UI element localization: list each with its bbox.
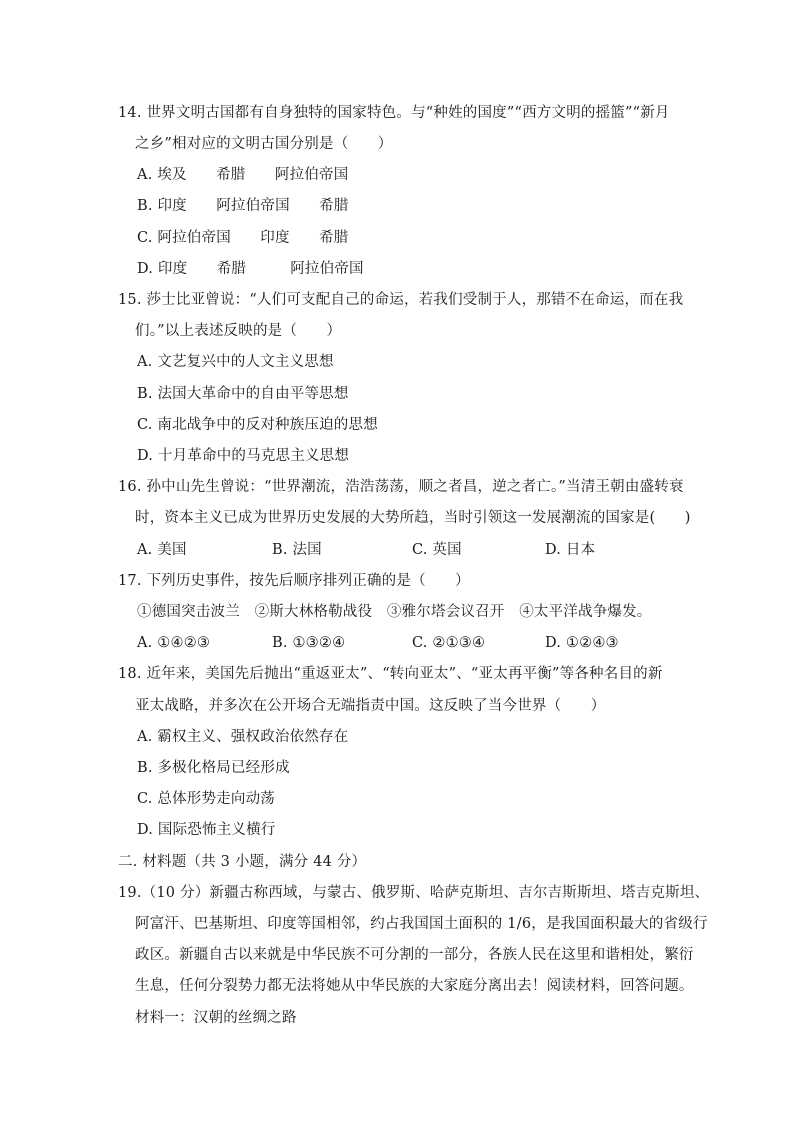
- question-18-option-d: D. 国际恐怖主义横行: [137, 822, 276, 838]
- question-18-option-b: B. 多极化格局已经形成: [137, 760, 290, 776]
- question-19-line4: 生息，任何分裂势力都无法将她从中华民族的大家庭分离出去！阅读材料，回答问题。: [135, 978, 694, 994]
- question-15-option-a: A. 文艺复兴中的人文主义思想: [137, 354, 334, 370]
- question-17-option-c: C. ②①③④: [412, 635, 486, 651]
- question-16-option-b: B. 法国: [272, 542, 322, 558]
- question-16-option-d: D. 日本: [545, 542, 596, 558]
- question-19-line2: 阿富汗、巴基斯坦、印度等国相邻，约占我国国土面积的 1/6，是我国面积最大的省级行: [135, 916, 708, 932]
- question-16-stem-line2: 时，资本主义已成为世界历史发展的大势所趋，当时引领这一发展潮流的国家是( ): [135, 510, 691, 526]
- question-14-stem-line2: 之乡”相对应的文明古国分别是（ ）: [135, 136, 393, 152]
- question-15-stem-line2: 们。”以上表述反映的是（ ）: [135, 323, 342, 339]
- question-16-stem-line1: 16. 孙中山先生曾说：“世界潮流，浩浩荡荡，顺之者昌，逆之者亡。”当清王朝由盛转衰: [118, 479, 684, 495]
- question-15-option-c: C. 南北战争中的反对种族压迫的思想: [137, 417, 378, 433]
- question-19-line3: 政区。新疆自古以来就是中华民族不可分割的一部分，各族人民在这里和谐相处，繁衍: [135, 947, 694, 963]
- question-19-line1: 19.（10 分）新疆古称西域，与蒙古、俄罗斯、哈萨克斯坦、吉尔吉斯斯坦、塔吉克斯坦、: [118, 885, 710, 901]
- question-17-option-d: D. ①②④③: [545, 635, 619, 651]
- question-14-option-d: D. 印度 希腊 阿拉伯帝国: [137, 261, 364, 277]
- question-15-option-b: B. 法国大革命中的自由平等思想: [137, 386, 349, 402]
- question-18-stem-line2: 亚太战略，并多次在公开场合无端指责中国。这反映了当今世界（ ）: [135, 698, 606, 714]
- question-17-events: ①德国突击波兰 ②斯大林格勒战役 ③雅尔塔会议召开 ④太平洋战争爆发。: [137, 604, 652, 620]
- question-16-option-a: A. 美国: [137, 542, 187, 558]
- question-16-option-c: C. 英国: [412, 542, 462, 558]
- question-18-stem-line1: 18. 近年来，美国先后抛出“重返亚太”、“转向亚太”、“亚太再平衡”等各种名目的新: [118, 666, 663, 682]
- question-18-option-a: A. 霸权主义、强权政治依然存在: [137, 729, 349, 745]
- question-18-option-c: C. 总体形势走向动荡: [137, 791, 275, 807]
- question-15-stem-line1: 15. 莎士比亚曾说：“人们可支配自己的命运，若我们受制于人，那错不在命运，而在我: [118, 292, 684, 308]
- question-17-stem: 17. 下列历史事件，按先后顺序排列正确的是（ ）: [118, 573, 470, 589]
- question-17-option-b: B. ①③②④: [272, 635, 346, 651]
- question-14-option-c: C. 阿拉伯帝国 印度 希腊: [137, 230, 349, 246]
- question-19-material-1: 材料一：汉朝的丝绸之路: [135, 1010, 297, 1026]
- question-14-option-b: B. 印度 阿拉伯帝国 希腊: [137, 198, 349, 214]
- question-14-stem-line1: 14. 世界文明古国都有自身独特的国家特色。与“种姓的国度”“西方文明的摇篮”“新月: [118, 105, 670, 121]
- question-15-option-d: D. 十月革命中的马克思主义思想: [137, 448, 350, 464]
- question-14-option-a: A. 埃及 希腊 阿拉伯帝国: [137, 167, 349, 183]
- question-17-option-a: A. ①④②③: [137, 635, 211, 651]
- section-2-heading: 二. 材料题（共 3 小题，满分 44 分）: [118, 854, 367, 870]
